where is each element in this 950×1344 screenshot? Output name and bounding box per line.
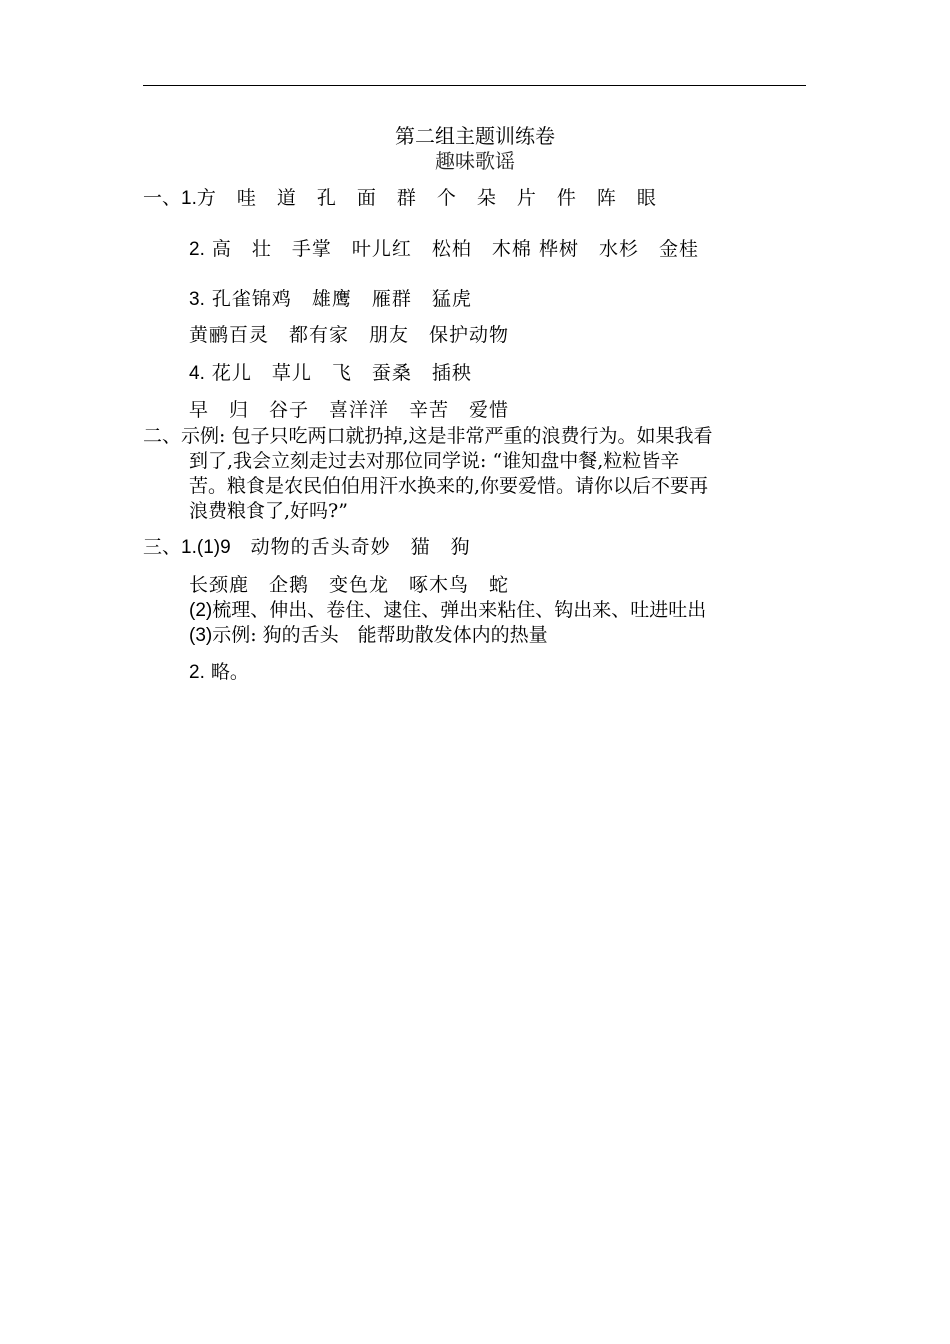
- section1-q3: [189, 287, 472, 312]
- section3-q1-answer-line2: 长颈鹿 企鹅 变色龙 啄木鸟 蛇: [189, 574, 510, 596]
- section3-q2: [189, 660, 249, 685]
- section3-q1-part2-answer: 梳理、伸出、卷住、逮住、弹出来粘住、钩出来、吐进吐出: [212, 599, 707, 621]
- section1-q4: [189, 361, 472, 386]
- section1-marker: 一、: [143, 187, 182, 209]
- header-rule: [143, 85, 806, 86]
- section3-q1-part2-number: (2): [189, 600, 213, 621]
- section3-q2-number: 2.: [189, 662, 205, 683]
- page-title: 第二组主题训练卷: [395, 124, 555, 148]
- section1-q4-answer: 花儿 草儿 飞 蚕桑 插秧: [204, 362, 472, 384]
- section2-line1: [143, 424, 713, 448]
- section1-q2-answer: 高 壮 手掌 叶儿红 松柏 木棉 桦树 水杉 金桂: [204, 238, 699, 260]
- section1-q1: [143, 186, 657, 211]
- section3-q1-part3-number: (3): [189, 625, 213, 646]
- section2-text-line1: 示例: 包子只吃两口就扔掉,这是非常严重的浪费行为。如果我看: [181, 425, 713, 447]
- section3-q2-answer: 略。: [204, 661, 249, 683]
- section1-q2: [189, 237, 699, 262]
- section3-q1-number: 1.(1)9: [181, 537, 231, 558]
- page-subtitle: 趣味歌谣: [435, 149, 515, 173]
- section1-q4-number: 4.: [189, 363, 205, 384]
- section1-q3-answer: 孔雀锦鸡 雄鹰 雁群 猛虎: [204, 288, 472, 310]
- section1-q1-answer: 方 哇 道 孔 面 群 个 朵 片 件 阵 眼: [196, 187, 657, 209]
- section1-q1-number: 1.: [181, 188, 197, 209]
- section1-q2-number: 2.: [189, 239, 205, 260]
- section3-marker: 三、: [143, 536, 182, 558]
- section3-q1-answer: 动物的舌头奇妙 猫 狗: [230, 536, 471, 558]
- section2-text-line4: 浪费粮食了,好吗?”: [189, 500, 348, 522]
- section3-q1-part3: [189, 623, 548, 648]
- section2-text-line2: 到了,我会立刻走过去对那位同学说: “谁知盘中餐,粒粒皆辛: [189, 450, 680, 472]
- section1-q3-answer-line2: 黄鹂百灵 都有家 朋友 保护动物: [189, 324, 510, 346]
- section3-q1: [143, 535, 471, 560]
- section3-q1-part3-answer: 示例: 狗的舌头 能帮助散发体内的热量: [212, 624, 548, 646]
- section1-q4-answer-line2: 早 归 谷子 喜洋洋 辛苦 爱惜: [189, 399, 510, 421]
- section1-q3-number: 3.: [189, 289, 205, 310]
- section2-text-line3: 苦。粮食是农民伯伯用汗水换来的,你要爱惜。请你以后不要再: [189, 475, 709, 497]
- section2-marker: 二、: [143, 425, 182, 447]
- section3-q1-part2: [189, 598, 706, 623]
